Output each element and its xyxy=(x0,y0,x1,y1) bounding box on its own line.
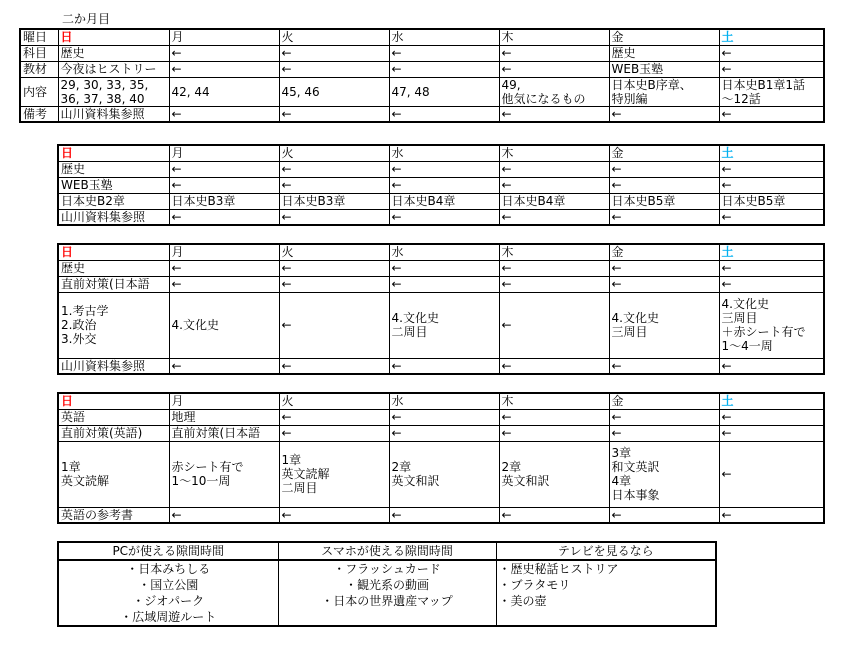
day-header-cell: 木 xyxy=(499,393,609,409)
pc-item: ・広域周遊ルート xyxy=(58,609,278,626)
schedule-cell: 英語 xyxy=(58,409,169,425)
schedule-cell: ← xyxy=(389,161,499,177)
schedule-cell: ← xyxy=(499,61,609,77)
day-header-cell: 月 xyxy=(169,393,279,409)
schedule-row xyxy=(58,292,824,358)
row-label-cell: 内容 xyxy=(20,77,58,106)
schedule-cell: ← xyxy=(719,441,824,507)
schedule-cell: 4.文化史 三周目 xyxy=(609,292,719,358)
schedule-row xyxy=(58,161,824,177)
day-header-cell: 日 xyxy=(58,244,169,260)
schedule-cell: ← xyxy=(719,507,824,523)
schedule-cell: ← xyxy=(499,106,609,122)
schedule-cell: ← xyxy=(389,177,499,193)
schedule-cell: ← xyxy=(169,177,279,193)
phone-header: スマホが使える隙間時間 xyxy=(278,542,496,560)
day-header-cell: 火 xyxy=(279,393,389,409)
schedule-cell: ← xyxy=(279,61,389,77)
day-header-cell: 日 xyxy=(58,29,169,45)
schedule-row xyxy=(58,358,824,374)
schedule-cell: 歴史 xyxy=(58,161,169,177)
day-header-cell: 金 xyxy=(609,145,719,161)
schedule-cell: ← xyxy=(609,507,719,523)
schedule-cell: ← xyxy=(719,106,824,122)
day-header-cell: 木 xyxy=(499,145,609,161)
schedule-table-3 xyxy=(57,243,825,375)
schedule-cell: 1章 英文読解 xyxy=(58,441,169,507)
schedule-cell: 直前対策(日本語 xyxy=(169,425,279,441)
schedule-cell: ← xyxy=(279,260,389,276)
day-header-cell: 日 xyxy=(58,145,169,161)
schedule-cell: 今夜はヒストリー xyxy=(58,61,169,77)
schedule-table-1 xyxy=(19,28,825,123)
schedule-cell: ← xyxy=(499,507,609,523)
schedule-cell: ← xyxy=(609,177,719,193)
day-header-cell: 火 xyxy=(279,244,389,260)
schedule-cell: ← xyxy=(279,177,389,193)
schedule-cell: ← xyxy=(719,177,824,193)
schedule-cell: 山川資料集参照 xyxy=(58,209,169,225)
schedule-cell: ← xyxy=(389,358,499,374)
schedule-cell: 日本史B2章 xyxy=(58,193,169,209)
schedule-cell: 赤シート有で 1～10一周 xyxy=(169,441,279,507)
schedule-cell: 日本史B序章、 特別編 xyxy=(609,77,719,106)
row-label-cell: 科目 xyxy=(20,45,58,61)
spare-time-row xyxy=(58,593,716,609)
schedule-table-4 xyxy=(57,392,825,524)
schedule-cell: ← xyxy=(279,209,389,225)
day-header-cell: 木 xyxy=(499,29,609,45)
schedule-cell: ← xyxy=(389,61,499,77)
schedule-row xyxy=(58,177,824,193)
schedule-cell: 日本史B3章 xyxy=(169,193,279,209)
schedule-cell: ← xyxy=(279,507,389,523)
schedule-cell: ← xyxy=(609,358,719,374)
schedule-cell: ← xyxy=(279,106,389,122)
day-header-cell: 土 xyxy=(719,244,824,260)
phone-item: ・観光系の動画 xyxy=(278,577,496,593)
schedule-cell: ← xyxy=(719,409,824,425)
schedule-row xyxy=(20,45,824,61)
schedule-cell: ← xyxy=(499,292,609,358)
schedule-cell: 日本史B4章 xyxy=(389,193,499,209)
schedule-cell: ← xyxy=(719,161,824,177)
schedule-cell: ← xyxy=(279,161,389,177)
schedule-cell: 歴史 xyxy=(609,45,719,61)
day-header-cell: 土 xyxy=(719,393,824,409)
schedule-cell: ← xyxy=(719,61,824,77)
spare-time-row xyxy=(58,609,716,626)
day-header-cell: 水 xyxy=(389,393,499,409)
schedule-table-2 xyxy=(57,144,825,226)
schedule-cell: ← xyxy=(389,45,499,61)
schedule-cell: WEB玉塾 xyxy=(58,177,169,193)
row-label-cell: 教材 xyxy=(20,61,58,77)
schedule-cell: ← xyxy=(389,425,499,441)
day-header-row xyxy=(58,145,824,161)
schedule-cell: ← xyxy=(169,106,279,122)
schedule-cell: ← xyxy=(169,276,279,292)
schedule-cell: 日本史B4章 xyxy=(499,193,609,209)
tv-item: ・歴史秘話ヒストリア xyxy=(496,560,716,577)
schedule-cell: ← xyxy=(719,260,824,276)
row-label-cell: 備考 xyxy=(20,106,58,122)
schedule-cell: ← xyxy=(609,425,719,441)
schedule-cell: 英語の参考書 xyxy=(58,507,169,523)
day-header-cell: 土 xyxy=(719,145,824,161)
pc-item: ・日本みちしる xyxy=(58,560,278,577)
schedule-cell: ← xyxy=(279,276,389,292)
schedule-cell: ← xyxy=(279,45,389,61)
schedule-cell: ← xyxy=(279,358,389,374)
schedule-cell: ← xyxy=(389,260,499,276)
schedule-row xyxy=(20,77,824,106)
schedule-cell: 4.文化史 xyxy=(169,292,279,358)
day-header-cell: 金 xyxy=(609,244,719,260)
schedule-cell: ← xyxy=(499,358,609,374)
spare-time-row xyxy=(58,560,716,577)
schedule-cell: ← xyxy=(609,260,719,276)
schedule-cell: 29, 30, 33, 35, 36, 37, 38, 40 xyxy=(58,77,169,106)
phone-item xyxy=(278,609,496,626)
day-header-cell: 火 xyxy=(279,29,389,45)
tv-header: テレビを見るなら xyxy=(496,542,716,560)
schedule-row xyxy=(58,441,824,507)
schedule-cell: ← xyxy=(169,61,279,77)
schedule-cell: 直前対策(英語) xyxy=(58,425,169,441)
schedule-cell: 2章 英文和訳 xyxy=(499,441,609,507)
schedule-cell: 山川資料集参照 xyxy=(58,358,169,374)
schedule-cell: ← xyxy=(389,209,499,225)
schedule-cell: 山川資料集参照 xyxy=(58,106,169,122)
day-header-cell: 水 xyxy=(389,244,499,260)
schedule-cell: ← xyxy=(389,507,499,523)
schedule-cell: ← xyxy=(609,161,719,177)
schedule-cell: WEB玉塾 xyxy=(609,61,719,77)
day-header-cell: 月 xyxy=(169,29,279,45)
day-header-cell: 月 xyxy=(169,145,279,161)
schedule-cell: ← xyxy=(169,161,279,177)
schedule-cell: 4.文化史 二周目 xyxy=(389,292,499,358)
tv-item: ・美の壺 xyxy=(496,593,716,609)
schedule-cell: ← xyxy=(609,209,719,225)
day-header-cell: 日 xyxy=(58,393,169,409)
schedule-cell: ← xyxy=(499,409,609,425)
day-header-cell: 土 xyxy=(719,29,824,45)
tv-item: ・ブラタモリ xyxy=(496,577,716,593)
schedule-cell: ← xyxy=(499,276,609,292)
schedule-cell: ← xyxy=(609,106,719,122)
schedule-cell: ← xyxy=(499,425,609,441)
schedule-cell: ← xyxy=(499,177,609,193)
schedule-cell: ← xyxy=(499,260,609,276)
pc-item: ・ジオパーク xyxy=(58,593,278,609)
schedule-cell: 日本史B5章 xyxy=(609,193,719,209)
schedule-row xyxy=(58,209,824,225)
day-header-row xyxy=(20,29,824,45)
spare-time-row xyxy=(58,577,716,593)
schedule-cell: ← xyxy=(609,276,719,292)
schedule-cell: 日本史B3章 xyxy=(279,193,389,209)
schedule-cell: 42, 44 xyxy=(169,77,279,106)
schedule-cell: 1章 英文読解 二周目 xyxy=(279,441,389,507)
schedule-cell: ← xyxy=(169,209,279,225)
day-header-row xyxy=(58,244,824,260)
schedule-cell: ← xyxy=(719,209,824,225)
schedule-row xyxy=(58,193,824,209)
schedule-row xyxy=(20,61,824,77)
schedule-cell: ← xyxy=(279,425,389,441)
schedule-cell: 2章 英文和訳 xyxy=(389,441,499,507)
schedule-cell: ← xyxy=(169,45,279,61)
schedule-cell: ← xyxy=(719,276,824,292)
schedule-cell: 47, 48 xyxy=(389,77,499,106)
schedule-row xyxy=(58,409,824,425)
phone-item: ・フラッシュカード xyxy=(278,560,496,577)
spare-time-table xyxy=(57,541,717,627)
schedule-cell: 地理 xyxy=(169,409,279,425)
schedule-row xyxy=(58,425,824,441)
day-header-cell: 月 xyxy=(169,244,279,260)
schedule-cell: ← xyxy=(499,209,609,225)
schedule-cell: ← xyxy=(499,161,609,177)
schedule-cell: 日本史B5章 xyxy=(719,193,824,209)
schedule-cell: ← xyxy=(499,45,609,61)
schedule-cell: ← xyxy=(719,358,824,374)
schedule-cell: 歴史 xyxy=(58,260,169,276)
pc-header: PCが使える隙間時間 xyxy=(58,542,278,560)
schedule-cell: 直前対策(日本語 xyxy=(58,276,169,292)
day-header-cell: 木 xyxy=(499,244,609,260)
schedule-cell: 49, 他気になるもの xyxy=(499,77,609,106)
schedule-cell: ← xyxy=(169,260,279,276)
schedule-cell: ← xyxy=(169,507,279,523)
schedule-cell: 3章 和文英訳 4章 日本事象 xyxy=(609,441,719,507)
day-header-cell: 水 xyxy=(389,145,499,161)
schedule-cell: 1.考古学 2.政治 3.外交 xyxy=(58,292,169,358)
schedule-cell: 歴史 xyxy=(58,45,169,61)
schedule-cell: 4.文化史 三周目 ＋赤シート有で 1～4一周 xyxy=(719,292,824,358)
pc-item: ・国立公園 xyxy=(58,577,278,593)
day-header-row xyxy=(58,393,824,409)
schedule-row xyxy=(58,276,824,292)
schedule-row xyxy=(58,260,824,276)
schedule-cell: ← xyxy=(279,292,389,358)
schedule-cell: 45, 46 xyxy=(279,77,389,106)
schedule-row xyxy=(20,106,824,122)
schedule-cell: ← xyxy=(169,358,279,374)
schedule-row xyxy=(58,507,824,523)
spare-time-header-row xyxy=(58,542,716,560)
day-header-cell: 金 xyxy=(609,29,719,45)
day-header-cell: 火 xyxy=(279,145,389,161)
page-title: 二か月目 xyxy=(62,12,111,26)
schedule-cell: ← xyxy=(719,425,824,441)
schedule-cell: ← xyxy=(609,409,719,425)
schedule-cell: ← xyxy=(279,409,389,425)
tv-item xyxy=(496,609,716,626)
schedule-cell: ← xyxy=(389,106,499,122)
schedule-cell: ← xyxy=(389,276,499,292)
phone-item: ・日本の世界遺産マップ xyxy=(278,593,496,609)
day-header-cell: 曜日 xyxy=(20,29,58,45)
schedule-cell: ← xyxy=(719,45,824,61)
day-header-cell: 金 xyxy=(609,393,719,409)
schedule-cell: 日本史B1章1話 ～12話 xyxy=(719,77,824,106)
schedule-cell: ← xyxy=(389,409,499,425)
day-header-cell: 水 xyxy=(389,29,499,45)
